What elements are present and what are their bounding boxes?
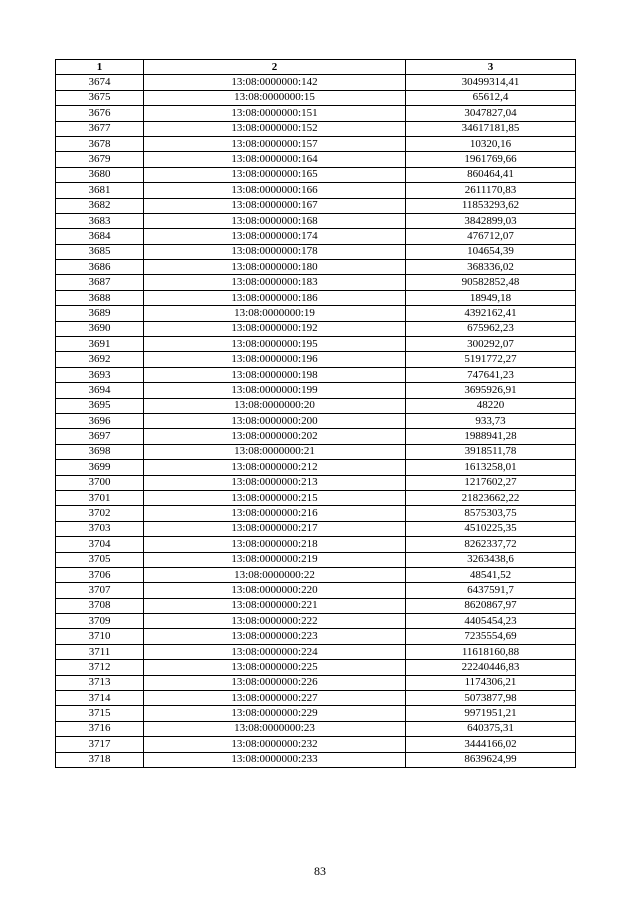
value-cell: 4510225,35: [406, 521, 576, 536]
cadastral-number-cell: 13:08:0000000:226: [144, 675, 406, 690]
row-number-cell: 3675: [56, 90, 144, 105]
table-row: [56, 367, 576, 382]
table-row: [56, 106, 576, 121]
cadastral-number-cell: 13:08:0000000:216: [144, 506, 406, 521]
row-number-cell: 3699: [56, 460, 144, 475]
table-row: [56, 352, 576, 367]
table-row: [56, 552, 576, 567]
value-cell: 11618160,88: [406, 644, 576, 659]
cadastral-number-cell: 13:08:0000000:164: [144, 152, 406, 167]
data-table: [55, 59, 576, 768]
value-cell: 90582852,48: [406, 275, 576, 290]
table-row: [56, 521, 576, 536]
value-cell: 21823662,22: [406, 490, 576, 505]
value-cell: 4392162,41: [406, 306, 576, 321]
table-row: [56, 275, 576, 290]
row-number-cell: 3684: [56, 229, 144, 244]
value-cell: 933,73: [406, 413, 576, 428]
header-row: [56, 60, 576, 75]
table-header: [56, 60, 576, 75]
cadastral-number-cell: 13:08:0000000:192: [144, 321, 406, 336]
value-cell: 10320,16: [406, 136, 576, 151]
table-body: [56, 75, 576, 768]
row-number-cell: 3682: [56, 198, 144, 213]
cadastral-number-cell: 13:08:0000000:20: [144, 398, 406, 413]
value-cell: 34617181,85: [406, 121, 576, 136]
value-cell: 8575303,75: [406, 506, 576, 521]
row-number-cell: 3694: [56, 383, 144, 398]
cadastral-number-cell: 13:08:0000000:202: [144, 429, 406, 444]
table-row: [56, 244, 576, 259]
table-row: [56, 614, 576, 629]
cadastral-number-cell: 13:08:0000000:152: [144, 121, 406, 136]
value-cell: 48541,52: [406, 567, 576, 582]
row-number-cell: 3705: [56, 552, 144, 567]
table-row: [56, 691, 576, 706]
value-cell: 104654,39: [406, 244, 576, 259]
table-row: [56, 398, 576, 413]
table-row: [56, 721, 576, 736]
value-cell: 3842899,03: [406, 213, 576, 228]
row-number-cell: 3702: [56, 506, 144, 521]
cadastral-number-cell: 13:08:0000000:178: [144, 244, 406, 259]
row-number-cell: 3706: [56, 567, 144, 582]
value-cell: 8620867,97: [406, 598, 576, 613]
cadastral-number-cell: 13:08:0000000:151: [144, 106, 406, 121]
cadastral-number-cell: 13:08:0000000:167: [144, 198, 406, 213]
value-cell: 3918511,78: [406, 444, 576, 459]
table-row: [56, 198, 576, 213]
cadastral-number-cell: 13:08:0000000:232: [144, 737, 406, 752]
cadastral-number-cell: 13:08:0000000:229: [144, 706, 406, 721]
row-number-cell: 3679: [56, 152, 144, 167]
table-row: [56, 429, 576, 444]
value-cell: 860464,41: [406, 167, 576, 182]
table-row: [56, 152, 576, 167]
row-number-cell: 3703: [56, 521, 144, 536]
row-number-cell: 3715: [56, 706, 144, 721]
cadastral-number-cell: 13:08:0000000:168: [144, 213, 406, 228]
value-cell: 30499314,41: [406, 75, 576, 90]
cadastral-number-cell: 13:08:0000000:212: [144, 460, 406, 475]
cadastral-number-cell: 13:08:0000000:215: [144, 490, 406, 505]
table-row: [56, 321, 576, 336]
table-row: [56, 413, 576, 428]
column-header-2: 2: [144, 60, 406, 75]
value-cell: 2611170,83: [406, 183, 576, 198]
row-number-cell: 3714: [56, 691, 144, 706]
value-cell: 8639624,99: [406, 752, 576, 767]
table-row: [56, 506, 576, 521]
table-row: [56, 183, 576, 198]
value-cell: 3047827,04: [406, 106, 576, 121]
table-row: [56, 629, 576, 644]
cadastral-number-cell: 13:08:0000000:195: [144, 337, 406, 352]
table-row: [56, 660, 576, 675]
row-number-cell: 3677: [56, 121, 144, 136]
table-row: [56, 290, 576, 305]
row-number-cell: 3698: [56, 444, 144, 459]
value-cell: 1174306,21: [406, 675, 576, 690]
table-row: [56, 306, 576, 321]
cadastral-number-cell: 13:08:0000000:222: [144, 614, 406, 629]
row-number-cell: 3709: [56, 614, 144, 629]
row-number-cell: 3718: [56, 752, 144, 767]
value-cell: 1988941,28: [406, 429, 576, 444]
row-number-cell: 3692: [56, 352, 144, 367]
row-number-cell: 3697: [56, 429, 144, 444]
cadastral-number-cell: 13:08:0000000:22: [144, 567, 406, 582]
row-number-cell: 3678: [56, 136, 144, 151]
cadastral-number-cell: 13:08:0000000:219: [144, 552, 406, 567]
cadastral-number-cell: 13:08:0000000:157: [144, 136, 406, 151]
cadastral-number-cell: 13:08:0000000:218: [144, 537, 406, 552]
value-cell: 640375,31: [406, 721, 576, 736]
row-number-cell: 3716: [56, 721, 144, 736]
value-cell: 1217602,27: [406, 475, 576, 490]
table-row: [56, 537, 576, 552]
cadastral-number-cell: 13:08:0000000:220: [144, 583, 406, 598]
value-cell: 476712,07: [406, 229, 576, 244]
table-row: [56, 752, 576, 767]
table-row: [56, 598, 576, 613]
cadastral-number-cell: 13:08:0000000:233: [144, 752, 406, 767]
value-cell: 22240446,83: [406, 660, 576, 675]
row-number-cell: 3686: [56, 260, 144, 275]
cadastral-number-cell: 13:08:0000000:200: [144, 413, 406, 428]
row-number-cell: 3711: [56, 644, 144, 659]
table-row: [56, 737, 576, 752]
row-number-cell: 3717: [56, 737, 144, 752]
row-number-cell: 3693: [56, 367, 144, 382]
cadastral-number-cell: 13:08:0000000:199: [144, 383, 406, 398]
row-number-cell: 3683: [56, 213, 144, 228]
table-row: [56, 583, 576, 598]
cadastral-number-cell: 13:08:0000000:183: [144, 275, 406, 290]
row-number-cell: 3695: [56, 398, 144, 413]
row-number-cell: 3685: [56, 244, 144, 259]
row-number-cell: 3689: [56, 306, 144, 321]
page-number: 83: [314, 864, 326, 878]
value-cell: 6437591,7: [406, 583, 576, 598]
cadastral-number-cell: 13:08:0000000:196: [144, 352, 406, 367]
value-cell: 747641,23: [406, 367, 576, 382]
value-cell: 7235554,69: [406, 629, 576, 644]
row-number-cell: 3688: [56, 290, 144, 305]
cadastral-number-cell: 13:08:0000000:198: [144, 367, 406, 382]
cadastral-number-cell: 13:08:0000000:142: [144, 75, 406, 90]
value-cell: 1613258,01: [406, 460, 576, 475]
value-cell: 65612,4: [406, 90, 576, 105]
cadastral-number-cell: 13:08:0000000:180: [144, 260, 406, 275]
table-row: [56, 136, 576, 151]
table-row: [56, 567, 576, 582]
row-number-cell: 3712: [56, 660, 144, 675]
value-cell: 4405454,23: [406, 614, 576, 629]
value-cell: 675962,23: [406, 321, 576, 336]
table-row: [56, 444, 576, 459]
table-row: [56, 75, 576, 90]
cadastral-number-cell: 13:08:0000000:174: [144, 229, 406, 244]
value-cell: 368336,02: [406, 260, 576, 275]
row-number-cell: 3676: [56, 106, 144, 121]
table-row: [56, 475, 576, 490]
cadastral-number-cell: 13:08:0000000:217: [144, 521, 406, 536]
table-row: [56, 260, 576, 275]
row-number-cell: 3704: [56, 537, 144, 552]
cadastral-number-cell: 13:08:0000000:186: [144, 290, 406, 305]
table-row: [56, 121, 576, 136]
table-row: [56, 167, 576, 182]
row-number-cell: 3690: [56, 321, 144, 336]
cadastral-number-cell: 13:08:0000000:19: [144, 306, 406, 321]
column-header-3: 3: [406, 60, 576, 75]
row-number-cell: 3707: [56, 583, 144, 598]
value-cell: 5191772,27: [406, 352, 576, 367]
row-number-cell: 3700: [56, 475, 144, 490]
value-cell: 1961769,66: [406, 152, 576, 167]
cadastral-number-cell: 13:08:0000000:213: [144, 475, 406, 490]
row-number-cell: 3687: [56, 275, 144, 290]
cadastral-number-cell: 13:08:0000000:15: [144, 90, 406, 105]
value-cell: 11853293,62: [406, 198, 576, 213]
cadastral-number-cell: 13:08:0000000:165: [144, 167, 406, 182]
table-row: [56, 337, 576, 352]
value-cell: 3444166,02: [406, 737, 576, 752]
value-cell: 3695926,91: [406, 383, 576, 398]
table-row: [56, 675, 576, 690]
cadastral-number-cell: 13:08:0000000:224: [144, 644, 406, 659]
column-header-1: 1: [56, 60, 144, 75]
cadastral-number-cell: 13:08:0000000:23: [144, 721, 406, 736]
row-number-cell: 3708: [56, 598, 144, 613]
cadastral-number-cell: 13:08:0000000:166: [144, 183, 406, 198]
table-row: [56, 644, 576, 659]
value-cell: 18949,18: [406, 290, 576, 305]
cadastral-number-cell: 13:08:0000000:223: [144, 629, 406, 644]
table-row: [56, 229, 576, 244]
value-cell: 9971951,21: [406, 706, 576, 721]
row-number-cell: 3680: [56, 167, 144, 182]
row-number-cell: 3713: [56, 675, 144, 690]
cadastral-number-cell: 13:08:0000000:21: [144, 444, 406, 459]
value-cell: 300292,07: [406, 337, 576, 352]
table-row: [56, 213, 576, 228]
table-row: [56, 490, 576, 505]
table-row: [56, 706, 576, 721]
value-cell: 5073877,98: [406, 691, 576, 706]
row-number-cell: 3701: [56, 490, 144, 505]
value-cell: 8262337,72: [406, 537, 576, 552]
row-number-cell: 3696: [56, 413, 144, 428]
value-cell: 48220: [406, 398, 576, 413]
value-cell: 3263438,6: [406, 552, 576, 567]
row-number-cell: 3710: [56, 629, 144, 644]
row-number-cell: 3691: [56, 337, 144, 352]
table-row: [56, 383, 576, 398]
table-row: [56, 460, 576, 475]
row-number-cell: 3681: [56, 183, 144, 198]
cadastral-number-cell: 13:08:0000000:221: [144, 598, 406, 613]
table-row: [56, 90, 576, 105]
cadastral-number-cell: 13:08:0000000:227: [144, 691, 406, 706]
cadastral-number-cell: 13:08:0000000:225: [144, 660, 406, 675]
row-number-cell: 3674: [56, 75, 144, 90]
